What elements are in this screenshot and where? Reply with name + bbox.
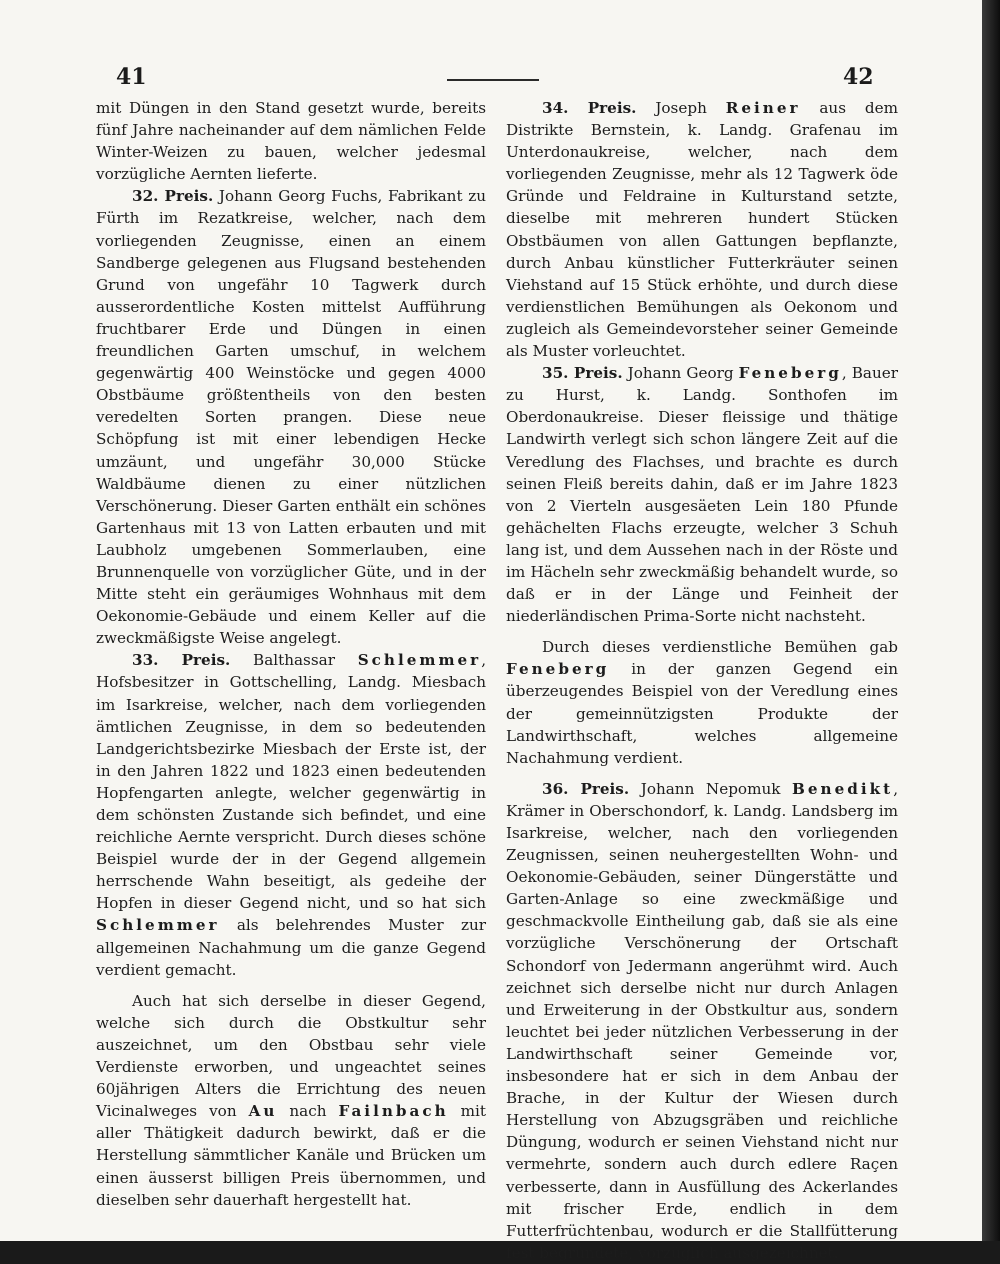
paragraph-prize-36: 36. Preis. Johann Nepomuk Benedikt, Krämer in Oberschondorf, k. Landg. Landsberg im Isarkreise, welcher, nach den vorliegenden Zeugnissen, seinen neuhergestellten Wohn- und Oekonomie-Gebäuden, seiner Düngerstätte und Garten-Anlage so eine zweckmäßige und geschmackvolle Eintheilung gab, daß sie als eine vorzügliche Verschönerung der Ortschaft Schondorf von Jedermann angerühmt wird. Auch zeichnet sich derselbe nicht nur durch Anlagen und Erweiterung in der Obstkultur aus, sondern leuchtet bei jeder nützlichen Verbesserung in der Landwirthschaft seiner Gemeinde vor, insbesondere hat er sich in dem Anbau der Brache, in der Kultur der Wiesen durch Herstellung von Abzugsgräben und reichliche Düngung, wodurch er seinen Viehstand nicht nur vermehrte, sondern auch durch edlere Raçen verbesserte, dann in Ausfüllung des Ackerlandes mit frischer Erde, endlich in dem Futterfrüchtenbau, wodurch er die Stallfütterung fest begründete, vorzüglich ausgezeichnet.: [506, 779, 899, 1262]
paragraph-prize-34: 34. Preis. Joseph Reiner aus dem Distrikte Bernstein, k. Landg. Grafenau im Unterdonaukreise, welcher, nach dem vorliegenden Zeugnisse, mehr als 12 Tagwerk öde Gründe und Feldraine in Kulturstand setzte, dieselbe mit mehreren hundert Stücken Obstbäumen von allen Gattungen bepflanzte, durch Anbau künstlicher Futterkräuter seinen Viehstand auf 15 Stück erhöhte, und durch diese verdienstlichen Bemühungen als Oekonom und zugleich als Gemeindevorsteher seiner Gemeinde als Muster vorleuchtet.: [506, 99, 898, 361]
page-number-left: 41: [116, 64, 147, 90]
prize-label: 35. Preis.: [542, 364, 623, 383]
right-column: [506, 97, 898, 1264]
place-name: Failnbach: [338, 1102, 449, 1121]
scan-edge: [982, 0, 1000, 1241]
left-column: [96, 97, 486, 1211]
page-number-right: 42: [843, 64, 874, 90]
recipient-name: Benedikt: [792, 779, 894, 798]
recipient-name: Feneberg: [506, 660, 610, 679]
header-rule: [447, 79, 539, 81]
recipient-name: Reiner: [725, 99, 801, 117]
prize-label: 32. Preis.: [132, 187, 214, 206]
paragraph-continuation: mit Düngen in den Stand gesetzt wurde, bereits fünf Jahre nacheinander auf dem nämlichen Felde Winter-Weizen zu bauen, welcher jedesmal vorzügliche Aernten lieferte.: [96, 99, 486, 184]
prize-label: 36. Preis.: [542, 779, 630, 798]
recipient-name: Schlemmer: [357, 651, 482, 670]
prize-label: 34. Preis.: [542, 99, 637, 117]
paragraph-prize-33: 33. Preis. Balthassar Schlemmer, Hofsbesitzer in Gottschelling, Landg. Miesbach im Isarkreise, welcher, nach dem vorliegenden ämtlichen Zeugnisse, in dem so bedeutenden Landgerichtsbezirke Miesbach der Erste ist, der in den Jahren 1822 und 1823 einen bedeutenden Hopfengarten anlegte, welcher gegenwärtig in dem schönsten Zustande sich befindet, und eine reichliche Aernte verspricht. Durch dieses schöne Beispiel wurde der in der Gegend allgemein herrschende Wahn beseitigt, als gedeihe der Hopfen in dieser Gegend nicht, und so hat sich Schlemmer als belehrendes Muster zur allgemeinen Nachahmung um die ganze Gegend verdient gemacht.: [96, 651, 487, 979]
paragraph-prize-35: 35. Preis. Johann Georg Feneberg, Bauer zu Hurst, k. Landg. Sonthofen im Oberdonaukreise. Dieser fleissige und thätige Landwirth verlegt sich schon längere Zeit auf die Veredlung des Flachses, und brachte es durch seinen Fleiß bereits dahin, daß er im Jahre 1823 von 2 Vierteln ausgesäeten Lein 180 Pfunde gehächelten Flachs erzeugte, welcher 3 Schuh lang ist, und dem Aussehen nach in der Röste und im Hächeln sehr zweckmäßig behandelt wurde, so daß er in der Länge und Feinheit der niederländischen Prima-Sorte nicht nachsteht.: [506, 364, 898, 626]
recipient-name: Schlemmer: [96, 916, 220, 935]
prize-label: 33. Preis.: [132, 651, 231, 670]
recipient-name: Feneberg: [738, 364, 842, 383]
paragraph-prize-32: 32. Preis. Johann Georg Fuchs, Fabrikant zu Fürth im Rezatkreise, welcher, nach dem vorliegenden Zeugnisse, einen an einem Sandberge gelegenen aus Flugsand bestehenden Grund von ungefähr 10 Tagwerk durch ausserordentliche Kosten mittelst Aufführung fruchtbarer Erde und Düngen in einen freundlichen Garten umschuf, in welchem gegenwärtig 400 Weinstöcke und gegen 4000 Obstbäume größtentheils von den besten veredelten Sorten prangen. Diese neue Schöpfung ist mit einer lebendigen Hecke umzäunt, und ungefähr 30,000 Stücke Waldbäume dienen zu einer nützlichen Verschönerung. Dieser Garten enthält ein schönes Gartenhaus mit 13 von Latten erbauten und mit Laubholz umgebenen Sommerlauben, eine Brunnenquelle von vorzüglicher Güte, und in der Mitte steht ein geräumiges Wohnhaus mit dem Oekonomie-Gebäude und einem Keller auf die zweckmäßigste Weise angelegt.: [96, 187, 487, 648]
paragraph-prize-33-continued: Auch hat sich derselbe in dieser Gegend, welche sich durch die Obstkultur sehr auszeichnet, um den Obstbau sehr viele Verdienste erworben, und ungeachtet seines 60jährigen Alters die Errichtung des neuen Vicinalweges von Au nach Failnbach mit aller Thätigkeit dadurch bewirkt, daß er die Herstellung sämmtlicher Kanäle und Brücken um einen äusserst billigen Preis übernommen, und dieselben sehr dauerhaft hergestellt hat.: [96, 991, 486, 1209]
place-name: Au: [248, 1102, 278, 1121]
recipient-name: Johann Georg Fuchs: [218, 187, 378, 206]
paragraph-prize-35-continued: Durch dieses verdienstliche Bemühen gab Feneberg in der ganzen Gegend ein überzeugendes Beispiel von der Veredlung eines der gemeinnützigsten Produkte der Landwirthschaft, welches allgemeine Nachahmung verdient.: [506, 638, 898, 767]
